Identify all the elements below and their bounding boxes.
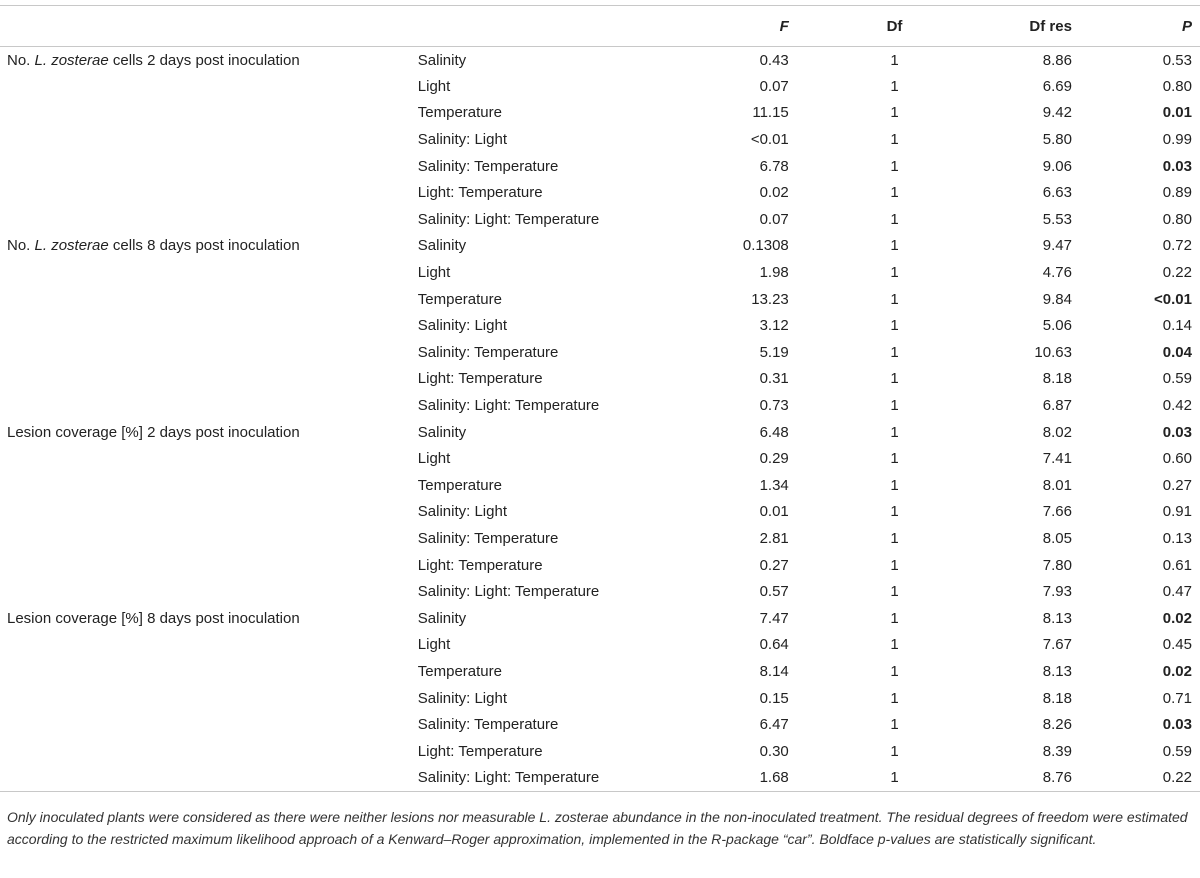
p-value-cell: 0.59 bbox=[1162, 370, 1192, 388]
factor-cell: Salinity: Temperature bbox=[417, 716, 559, 734]
response-variable-cell bbox=[0, 286, 411, 313]
df-cell: 1 bbox=[890, 317, 899, 335]
f-value-cell: 0.43 bbox=[759, 51, 789, 69]
df-cell: 1 bbox=[890, 237, 899, 255]
f-value-cell: 0.73 bbox=[759, 397, 789, 415]
p-value-cell: 0.71 bbox=[1162, 689, 1192, 707]
df-res-cell: 8.13 bbox=[1042, 609, 1072, 627]
f-value-cell: 0.30 bbox=[759, 742, 789, 760]
table-row bbox=[0, 339, 1200, 366]
table-row bbox=[0, 445, 1200, 472]
response-label-prefix: Lesion coverage [%] 2 days post inoculation bbox=[7, 423, 300, 441]
factor-cell: Salinity: Light bbox=[417, 503, 507, 521]
factor-cell: Light bbox=[417, 450, 451, 468]
table-row bbox=[0, 658, 1200, 685]
table-row bbox=[0, 392, 1200, 419]
factor-cell: Light: Temperature bbox=[417, 556, 543, 574]
table-body bbox=[0, 47, 1200, 792]
df-cell: 1 bbox=[890, 157, 899, 175]
table-row bbox=[0, 206, 1200, 233]
response-variable-cell bbox=[0, 632, 411, 659]
p-value-cell-significant: 0.03 bbox=[1162, 423, 1192, 441]
df-res-cell: 9.42 bbox=[1042, 104, 1072, 122]
response-variable-cell bbox=[0, 419, 411, 446]
p-value-cell-significant: 0.03 bbox=[1162, 157, 1192, 175]
table-row bbox=[0, 100, 1200, 127]
response-label-suffix: cells 8 days post inoculation bbox=[108, 237, 300, 255]
f-value-cell: 3.12 bbox=[759, 317, 789, 335]
table-row bbox=[0, 126, 1200, 153]
p-value-cell: 0.22 bbox=[1162, 264, 1192, 282]
response-variable-cell bbox=[0, 233, 411, 260]
response-variable-cell bbox=[0, 472, 411, 499]
df-res-cell: 6.87 bbox=[1042, 397, 1072, 415]
p-value-cell: 0.59 bbox=[1162, 742, 1192, 760]
header-p: P bbox=[1181, 17, 1192, 35]
header-response bbox=[0, 6, 411, 47]
response-variable-cell bbox=[0, 499, 411, 526]
p-value-cell: 0.53 bbox=[1162, 51, 1192, 69]
factor-cell: Light: Temperature bbox=[417, 184, 543, 202]
factor-cell: Light: Temperature bbox=[417, 742, 543, 760]
df-cell: 1 bbox=[890, 450, 899, 468]
response-variable-cell bbox=[0, 738, 411, 765]
table-footnote: Only inoculated plants were considered as there were neither lesions nor measurable L. zosterae abundance in the non-inoculated treatment. The residual degrees of freedom were estimated according to the restricted maximum likelihood approach of a Kenward–Roger approximation, implemented in the R-package “car”. Boldface p-values are statistically significant. bbox=[7, 809, 1188, 847]
p-value-cell-significant: 0.01 bbox=[1162, 104, 1192, 122]
f-value-cell: 0.57 bbox=[759, 583, 789, 601]
table-row bbox=[0, 312, 1200, 339]
df-res-cell: 8.18 bbox=[1042, 689, 1072, 707]
f-value-cell: 1.34 bbox=[759, 476, 789, 494]
df-cell: 1 bbox=[890, 716, 899, 734]
df-cell: 1 bbox=[890, 423, 899, 441]
table-row bbox=[0, 47, 1200, 74]
table-row bbox=[0, 73, 1200, 100]
p-value-cell: 0.45 bbox=[1162, 636, 1192, 654]
response-label-species: L. zosterae bbox=[34, 51, 109, 69]
df-res-cell: 8.02 bbox=[1042, 423, 1072, 441]
response-label-prefix: No. bbox=[7, 237, 35, 255]
response-variable-cell bbox=[0, 552, 411, 579]
df-res-cell: 4.76 bbox=[1042, 264, 1072, 282]
response-variable-cell bbox=[0, 206, 411, 233]
p-value-cell: 0.89 bbox=[1162, 184, 1192, 202]
response-variable-cell bbox=[0, 605, 411, 632]
df-res-cell: 9.47 bbox=[1042, 237, 1072, 255]
f-value-cell: 0.27 bbox=[759, 556, 789, 574]
factor-cell: Salinity bbox=[417, 51, 467, 69]
factor-cell: Salinity: Light: Temperature bbox=[417, 583, 600, 601]
p-value-cell-significant: 0.02 bbox=[1162, 609, 1192, 627]
df-cell: 1 bbox=[890, 51, 899, 69]
response-variable-cell bbox=[0, 339, 411, 366]
response-variable-cell bbox=[0, 73, 411, 100]
df-cell: 1 bbox=[890, 77, 899, 95]
f-value-cell: 0.15 bbox=[759, 689, 789, 707]
df-res-cell: 8.76 bbox=[1042, 769, 1072, 787]
table-row bbox=[0, 153, 1200, 180]
p-value-cell: 0.14 bbox=[1162, 317, 1192, 335]
p-value-cell: 0.27 bbox=[1162, 476, 1192, 494]
response-variable-cell bbox=[0, 126, 411, 153]
df-res-cell: 8.05 bbox=[1042, 529, 1072, 547]
table-row bbox=[0, 366, 1200, 393]
p-value-cell: 0.22 bbox=[1162, 769, 1192, 787]
df-res-cell: 7.41 bbox=[1042, 450, 1072, 468]
df-cell: 1 bbox=[890, 104, 899, 122]
df-cell: 1 bbox=[890, 662, 899, 680]
response-variable-cell bbox=[0, 47, 411, 74]
df-res-cell: 9.84 bbox=[1042, 290, 1072, 308]
df-res-cell: 6.69 bbox=[1042, 77, 1072, 95]
factor-cell: Salinity bbox=[417, 423, 467, 441]
p-value-cell: 0.80 bbox=[1162, 210, 1192, 228]
f-value-cell: 0.07 bbox=[759, 210, 789, 228]
df-cell: 1 bbox=[890, 503, 899, 521]
f-value-cell: 6.47 bbox=[759, 716, 789, 734]
table-row bbox=[0, 259, 1200, 286]
table-row bbox=[0, 605, 1200, 632]
header-df-res: Df res bbox=[1029, 17, 1072, 35]
df-res-cell: 5.06 bbox=[1042, 317, 1072, 335]
f-value-cell: 6.48 bbox=[759, 423, 789, 441]
table-row bbox=[0, 578, 1200, 605]
f-value-cell: 0.64 bbox=[759, 636, 789, 654]
factor-cell: Temperature bbox=[417, 290, 502, 308]
df-cell: 1 bbox=[890, 583, 899, 601]
response-variable-cell bbox=[0, 525, 411, 552]
factor-cell: Salinity bbox=[417, 609, 467, 627]
f-value-cell: 0.02 bbox=[759, 184, 789, 202]
f-value-cell: 11.15 bbox=[752, 104, 789, 122]
p-value-cell: 0.91 bbox=[1162, 503, 1192, 521]
df-cell: 1 bbox=[890, 476, 899, 494]
f-value-cell: 2.81 bbox=[759, 529, 789, 547]
table-row bbox=[0, 286, 1200, 313]
df-res-cell: 8.18 bbox=[1042, 370, 1072, 388]
response-variable-cell bbox=[0, 711, 411, 738]
df-cell: 1 bbox=[890, 689, 899, 707]
response-variable-cell bbox=[0, 392, 411, 419]
response-variable-cell bbox=[0, 658, 411, 685]
p-value-cell: 0.99 bbox=[1162, 131, 1192, 149]
factor-cell: Salinity: Light: Temperature bbox=[417, 210, 600, 228]
df-cell: 1 bbox=[890, 742, 899, 760]
anova-results-table bbox=[0, 5, 1200, 792]
df-cell: 1 bbox=[890, 529, 899, 547]
df-cell: 1 bbox=[890, 556, 899, 574]
response-variable-cell bbox=[0, 100, 411, 127]
f-value-cell: 0.01 bbox=[759, 503, 789, 521]
f-value-cell: 0.31 bbox=[759, 370, 789, 388]
factor-cell: Temperature bbox=[417, 104, 502, 122]
factor-cell: Light: Temperature bbox=[417, 370, 543, 388]
df-cell: 1 bbox=[890, 397, 899, 415]
df-res-cell: 9.06 bbox=[1042, 157, 1072, 175]
df-cell: 1 bbox=[890, 210, 899, 228]
df-res-cell: 8.26 bbox=[1042, 716, 1072, 734]
response-variable-cell bbox=[0, 765, 411, 792]
p-value-cell-significant: 0.02 bbox=[1162, 662, 1192, 680]
factor-cell: Salinity: Temperature bbox=[417, 343, 559, 361]
response-label-prefix: Lesion coverage [%] 8 days post inoculation bbox=[7, 609, 300, 627]
header-factor bbox=[411, 6, 729, 47]
table-row bbox=[0, 472, 1200, 499]
f-value-cell: 1.68 bbox=[759, 769, 789, 787]
response-label-prefix: No. bbox=[7, 51, 35, 69]
header-row bbox=[0, 6, 1200, 47]
response-variable-cell bbox=[0, 445, 411, 472]
response-label-suffix: cells 2 days post inoculation bbox=[108, 51, 300, 69]
f-value-cell: 1.98 bbox=[759, 264, 789, 282]
df-res-cell: 7.93 bbox=[1042, 583, 1072, 601]
response-variable-cell bbox=[0, 366, 411, 393]
f-value-cell: 5.19 bbox=[759, 343, 789, 361]
table-row bbox=[0, 632, 1200, 659]
p-value-cell: 0.61 bbox=[1162, 556, 1192, 574]
p-value-cell: 0.72 bbox=[1162, 237, 1192, 255]
p-value-cell-significant: 0.04 bbox=[1162, 343, 1192, 361]
table-row bbox=[0, 499, 1200, 526]
factor-cell: Temperature bbox=[417, 476, 502, 494]
factor-cell: Salinity: Temperature bbox=[417, 529, 559, 547]
df-res-cell: 8.39 bbox=[1042, 742, 1072, 760]
factor-cell: Temperature bbox=[417, 662, 502, 680]
factor-cell: Salinity: Light: Temperature bbox=[417, 769, 600, 787]
df-cell: 1 bbox=[890, 609, 899, 627]
f-value-cell: <0.01 bbox=[750, 131, 789, 149]
factor-cell: Light bbox=[417, 264, 451, 282]
f-value-cell: 6.78 bbox=[759, 157, 789, 175]
df-res-cell: 5.80 bbox=[1042, 131, 1072, 149]
table-row bbox=[0, 525, 1200, 552]
df-cell: 1 bbox=[890, 343, 899, 361]
response-variable-cell bbox=[0, 179, 411, 206]
df-res-cell: 7.67 bbox=[1042, 636, 1072, 654]
p-value-cell-significant: <0.01 bbox=[1154, 290, 1192, 308]
df-res-cell: 8.01 bbox=[1042, 476, 1072, 494]
df-res-cell: 7.66 bbox=[1042, 503, 1072, 521]
df-res-cell: 8.86 bbox=[1042, 51, 1072, 69]
factor-cell: Salinity bbox=[417, 237, 467, 255]
f-value-cell: 0.29 bbox=[759, 450, 789, 468]
df-cell: 1 bbox=[890, 290, 899, 308]
table-row bbox=[0, 233, 1200, 260]
table-row bbox=[0, 738, 1200, 765]
df-cell: 1 bbox=[890, 769, 899, 787]
df-res-cell: 8.13 bbox=[1042, 662, 1072, 680]
table-row bbox=[0, 552, 1200, 579]
factor-cell: Salinity: Light: Temperature bbox=[417, 397, 600, 415]
response-variable-cell bbox=[0, 578, 411, 605]
f-value-cell: 8.14 bbox=[759, 662, 789, 680]
df-cell: 1 bbox=[890, 184, 899, 202]
df-res-cell: 6.63 bbox=[1042, 184, 1072, 202]
table-row bbox=[0, 685, 1200, 712]
p-value-cell: 0.80 bbox=[1162, 77, 1192, 95]
factor-cell: Salinity: Temperature bbox=[417, 157, 559, 175]
f-value-cell: 7.47 bbox=[759, 609, 789, 627]
f-value-cell: 13.23 bbox=[751, 290, 789, 308]
response-variable-cell bbox=[0, 259, 411, 286]
df-cell: 1 bbox=[890, 636, 899, 654]
table-header bbox=[0, 6, 1200, 47]
df-cell: 1 bbox=[890, 370, 899, 388]
response-label-species: L. zosterae bbox=[34, 237, 109, 255]
p-value-cell: 0.60 bbox=[1162, 450, 1192, 468]
df-cell: 1 bbox=[890, 264, 899, 282]
table-row bbox=[0, 711, 1200, 738]
p-value-cell: 0.42 bbox=[1162, 397, 1192, 415]
table-row bbox=[0, 765, 1200, 792]
factor-cell: Light bbox=[417, 77, 451, 95]
f-value-cell: 0.07 bbox=[759, 77, 789, 95]
factor-cell: Salinity: Light bbox=[417, 131, 507, 149]
p-value-cell: 0.47 bbox=[1162, 583, 1192, 601]
table-row bbox=[0, 419, 1200, 446]
header-df: Df bbox=[886, 17, 903, 35]
factor-cell: Salinity: Light bbox=[417, 689, 507, 707]
p-value-cell: 0.13 bbox=[1162, 529, 1192, 547]
factor-cell: Light bbox=[417, 636, 451, 654]
df-res-cell: 7.80 bbox=[1042, 556, 1072, 574]
response-variable-cell bbox=[0, 312, 411, 339]
factor-cell: Salinity: Light bbox=[417, 317, 507, 335]
response-variable-cell bbox=[0, 153, 411, 180]
df-res-cell: 5.53 bbox=[1042, 210, 1072, 228]
df-res-cell: 10.63 bbox=[1034, 343, 1072, 361]
f-value-cell: 0.1308 bbox=[742, 237, 789, 255]
p-value-cell-significant: 0.03 bbox=[1162, 716, 1192, 734]
response-variable-cell bbox=[0, 685, 411, 712]
table-row bbox=[0, 179, 1200, 206]
header-f: F bbox=[779, 17, 789, 35]
df-cell: 1 bbox=[890, 131, 899, 149]
